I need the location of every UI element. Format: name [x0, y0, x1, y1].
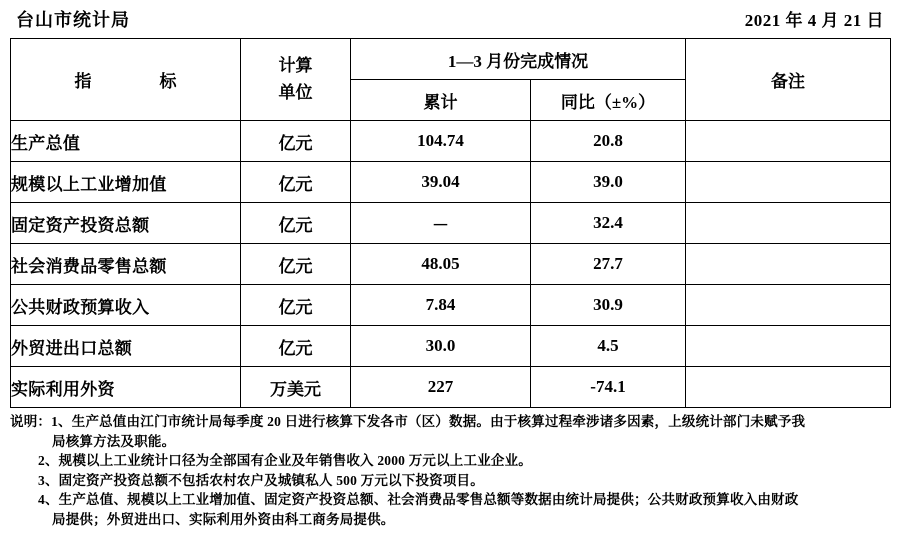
row-unit: 亿元 [241, 121, 351, 162]
row-unit: 亿元 [241, 203, 351, 244]
footnote-line: 2、规模以上工业统计口径为全部国有企业及年销售收入 2000 万元以上工业企业。 [38, 453, 532, 469]
row-remark [686, 162, 891, 203]
column-header-unit-line2: 单位 [278, 82, 313, 102]
row-cumulative-value: 39.04 [351, 162, 531, 203]
table-row [11, 121, 891, 162]
row-yoy-value: 27.7 [531, 244, 686, 285]
table-row [11, 326, 891, 367]
table-row [11, 203, 891, 244]
document-header [10, 6, 890, 38]
row-remark [686, 367, 891, 408]
footnote-line: 4、生产总值、规模以上工业增加值、固定资产投资总额、社会消费品零售总额等数据由统计局提供；公共财政预算收入由财政 [38, 492, 799, 508]
row-indicator-name: 规模以上工业增加值 [11, 162, 241, 203]
issuing-office: 台山市统计局 [16, 10, 130, 30]
column-header-cumulative: 累计 [351, 80, 531, 121]
row-unit: 亿元 [241, 326, 351, 367]
row-indicator-name: 实际利用外资 [11, 367, 241, 408]
column-header-remark: 备注 [686, 39, 891, 121]
column-header-indicator: 指 标 [11, 39, 241, 121]
row-indicator-name: 公共财政预算收入 [11, 285, 241, 326]
row-indicator-name: 社会消费品零售总额 [11, 244, 241, 285]
row-unit: 亿元 [241, 244, 351, 285]
row-indicator-name: 外贸进出口总额 [11, 326, 241, 367]
column-header-unit-line1: 计算 [278, 56, 313, 76]
table-header-row-1 [11, 39, 891, 80]
footnote-line: 局核算方法及职能。 [52, 433, 176, 449]
row-remark [686, 203, 891, 244]
footnote-line: 3、固定资产投资总额不包括农村农户及城镇私人 500 万元以下投资项目。 [38, 472, 484, 488]
table-row [11, 244, 891, 285]
footnotes [10, 412, 890, 529]
row-remark [686, 244, 891, 285]
column-header-yoy: 同比（±%） [531, 80, 686, 121]
row-unit: 万美元 [241, 367, 351, 408]
row-yoy-value: -74.1 [531, 367, 686, 408]
row-yoy-value: 4.5 [531, 326, 686, 367]
table-row [11, 367, 891, 408]
row-indicator-name: 生产总值 [11, 121, 241, 162]
row-cumulative-value: 48.05 [351, 244, 531, 285]
table-row [11, 285, 891, 326]
table-header [11, 39, 891, 121]
row-cumulative-value: － [351, 203, 531, 244]
row-indicator-name: 固定资产投资总额 [11, 203, 241, 244]
row-yoy-value: 20.8 [531, 121, 686, 162]
row-yoy-value: 30.9 [531, 285, 686, 326]
footnote-line: 说明：1、生产总值由江门市统计局每季度 20 日进行核算下发各市（区）数据。由于核算过程牵涉诸多因素，上级统计部门未赋予我 [10, 414, 806, 429]
row-cumulative-value: 30.0 [351, 326, 531, 367]
row-remark [686, 121, 891, 162]
row-remark [686, 285, 891, 326]
row-yoy-value: 32.4 [531, 203, 686, 244]
table-body [11, 121, 891, 408]
column-header-unit [241, 39, 351, 121]
report-date: 2021 年 4 月 21 日 [744, 11, 884, 30]
row-remark [686, 326, 891, 367]
column-header-period-group: 1—3 月份完成情况 [351, 39, 686, 80]
row-cumulative-value: 227 [351, 367, 531, 408]
footnote-line: 局提供；外贸进出口、实际利用外资由科工商务局提供。 [52, 511, 395, 527]
statistics-table [10, 38, 891, 408]
row-yoy-value: 39.0 [531, 162, 686, 203]
row-unit: 亿元 [241, 162, 351, 203]
row-unit: 亿元 [241, 285, 351, 326]
table-row [11, 162, 891, 203]
row-cumulative-value: 7.84 [351, 285, 531, 326]
row-cumulative-value: 104.74 [351, 121, 531, 162]
